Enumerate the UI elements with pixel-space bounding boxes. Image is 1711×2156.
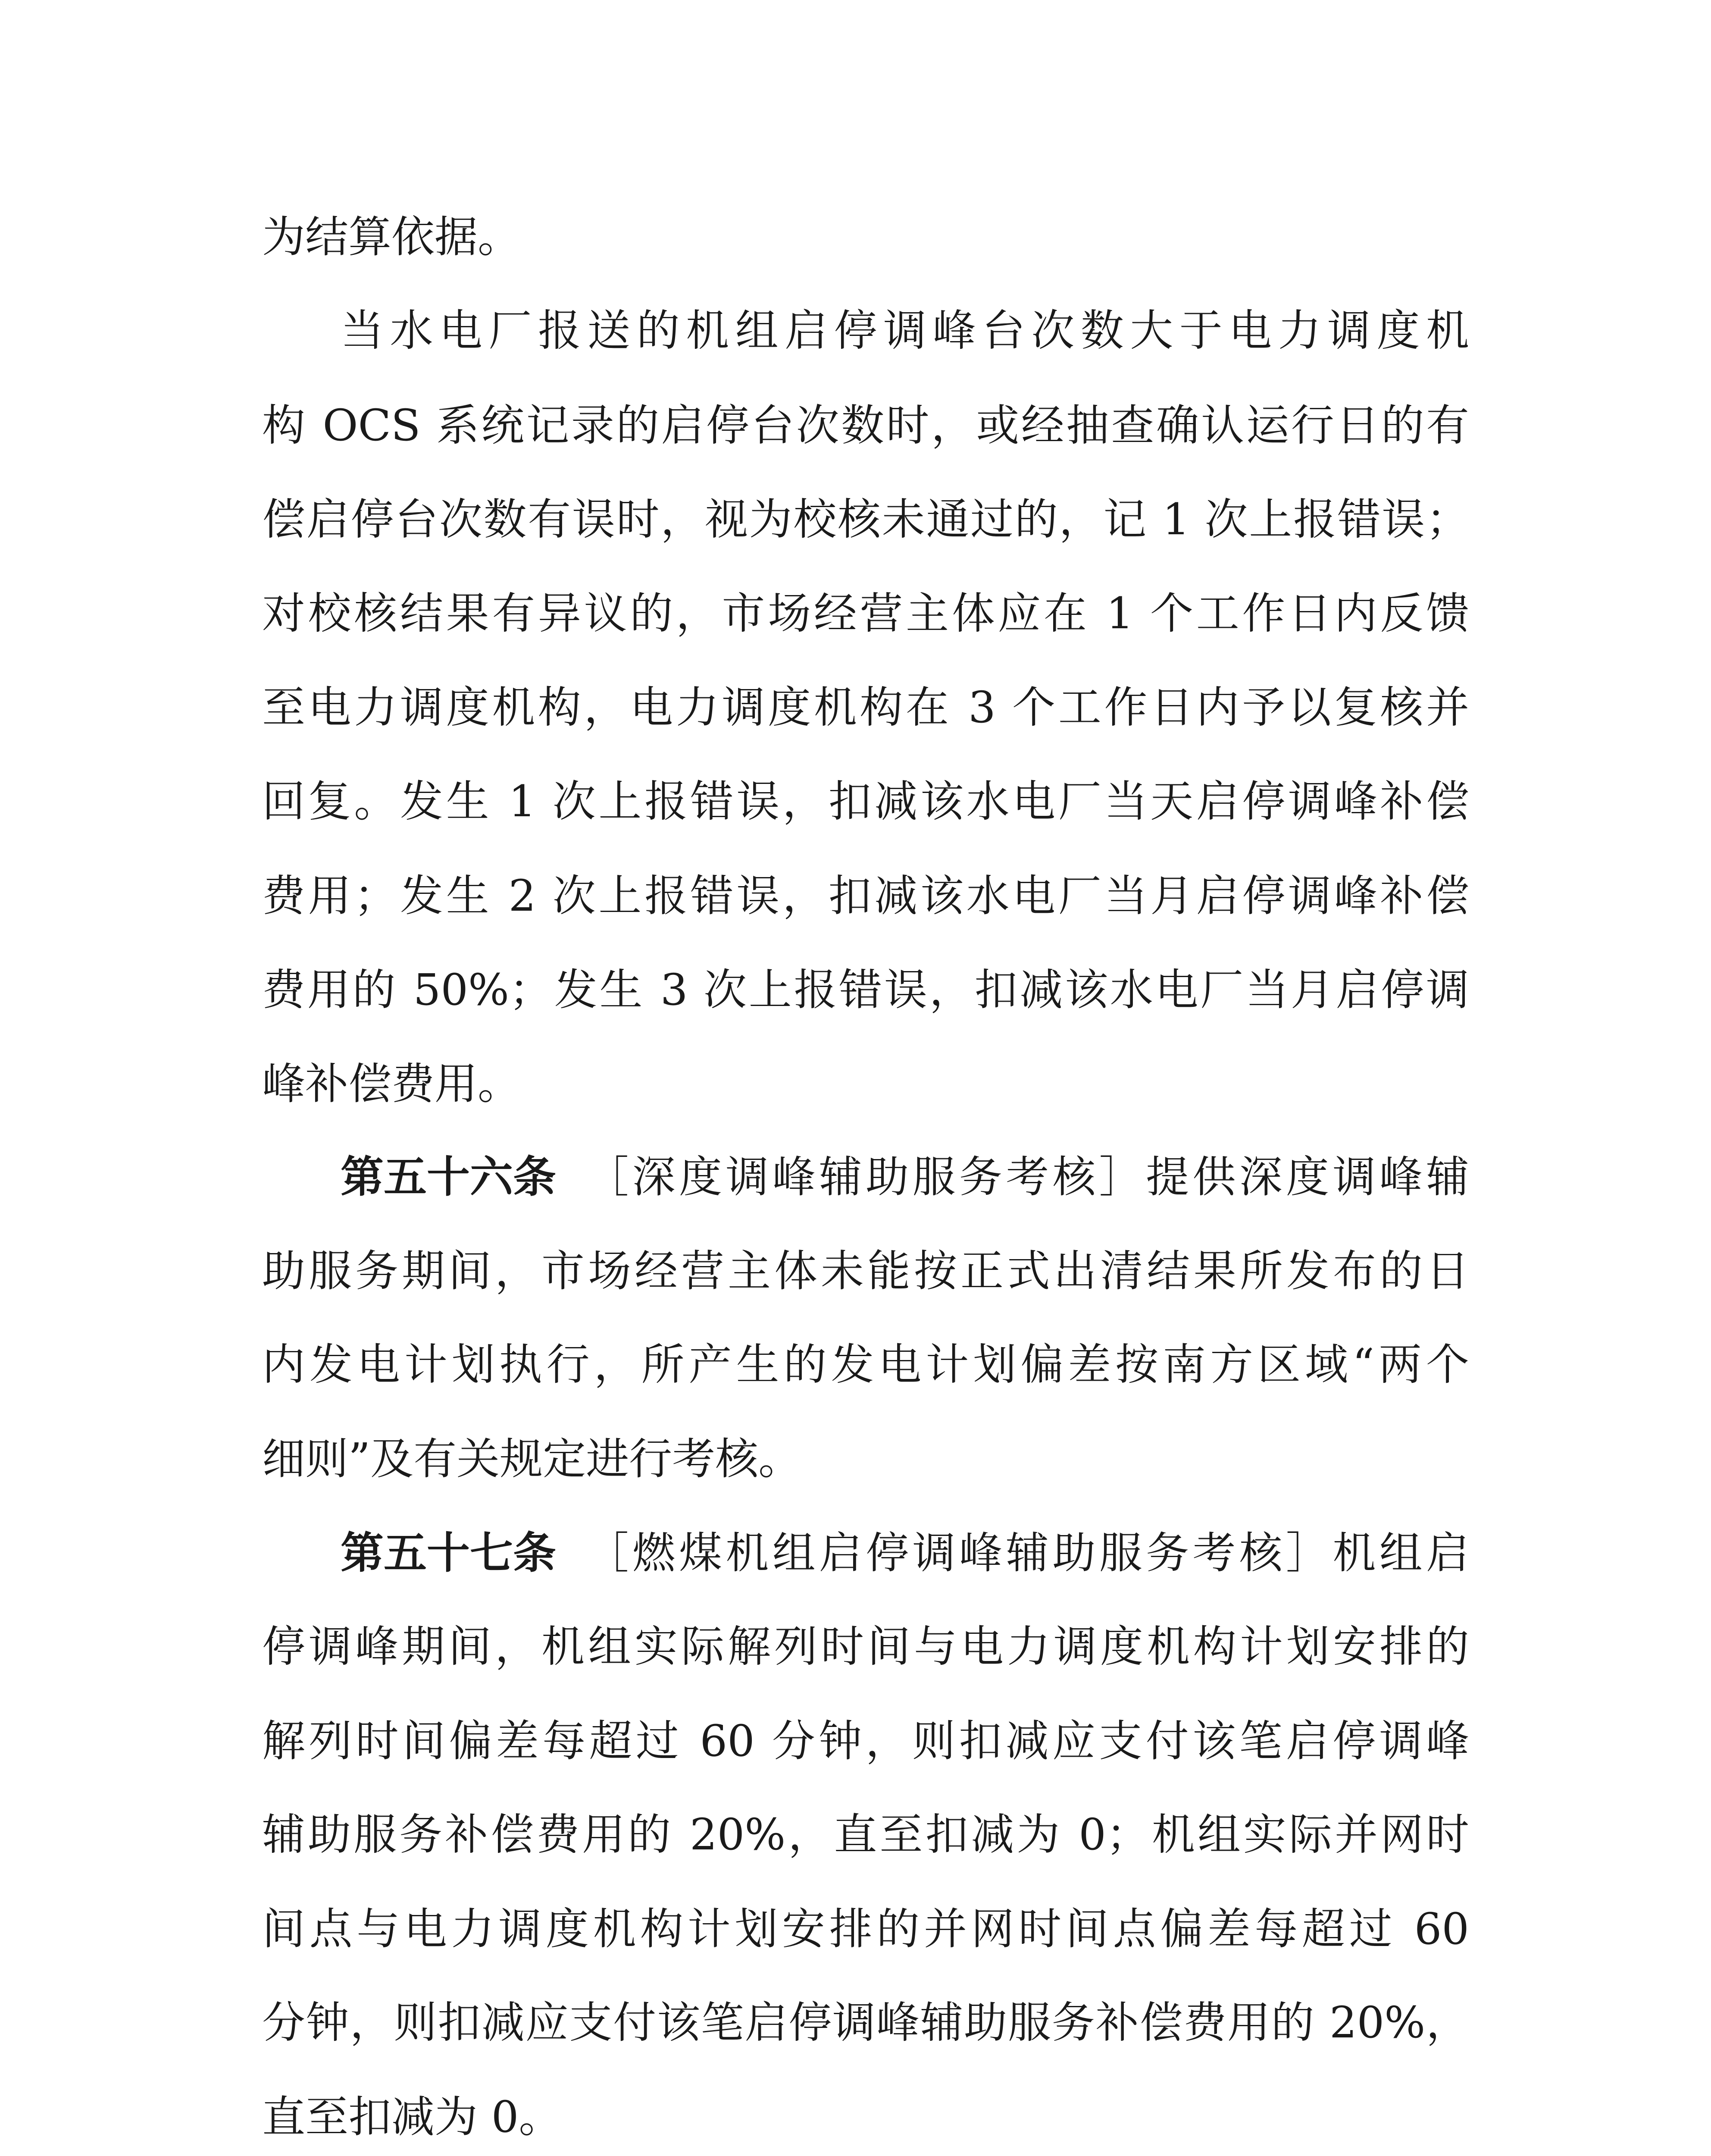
- article-56-text: ［深度调峰辅助服务考核］提供深度调峰辅: [582, 1152, 1469, 1202]
- body-line: 构 OCS 系统记录的启停台次数时，或经抽查确认运行日的有: [262, 400, 1469, 451]
- article-56-heading-line: [341, 1147, 1469, 1207]
- body-line: 助服务期间，市场经营主体未能按正式出清结果所发布的日: [262, 1246, 1469, 1296]
- body-line: 对校核结果有异议的，市场经营主体应在 1 个工作日内反馈: [262, 588, 1469, 639]
- article-57-number: 第五十七条: [341, 1527, 556, 1578]
- body-line: 当水电厂报送的机组启停调峰台次数大于电力调度机: [341, 305, 1469, 356]
- article-57-heading-line: [341, 1523, 1469, 1583]
- body-line: 费用的 50%；发生 3 次上报错误，扣减该水电厂当月启停调: [262, 965, 1469, 1015]
- body-line: 停调峰期间，机组实际解列时间与电力调度机构计划安排的: [262, 1621, 1469, 1672]
- body-line: 辅助服务补偿费用的 20%，直至扣减为 0；机组实际并网时: [262, 1809, 1469, 1860]
- body-line: 间点与电力调度机构计划安排的并网时间点偏差每超过 60: [262, 1904, 1469, 1954]
- body-line: 回复。发生 1 次上报错误，扣减该水电厂当天启停调峰补偿: [262, 776, 1469, 827]
- body-line: 内发电计划执行，所产生的发电计划偏差按南方区域“两个: [262, 1339, 1469, 1390]
- article-56-number: 第五十六条: [341, 1151, 556, 1202]
- body-line: 偿启停台次数有误时，视为校核未通过的，记 1 次上报错误；: [262, 494, 1469, 545]
- body-line: 费用；发生 2 次上报错误，扣减该水电厂当月启停调峰补偿: [262, 871, 1469, 921]
- body-line: 直至扣减为 0。: [262, 2092, 562, 2142]
- body-line: 细则”及有关规定进行考核。: [262, 1434, 802, 1484]
- body-line: 峰补偿费用。: [262, 1059, 521, 1109]
- body-line: 为结算依据。: [262, 212, 521, 262]
- body-line: 至电力调度机构，电力调度机构在 3 个工作日内予以复核并: [262, 682, 1469, 733]
- body-line: 解列时间偏差每超过 60 分钟，则扣减应支付该笔启停调峰: [262, 1716, 1469, 1766]
- body-line: 分钟，则扣减应支付该笔启停调峰辅助服务补偿费用的 20%，: [262, 1997, 1469, 2048]
- article-57-text: ［燃煤机组启停调峰辅助服务考核］机组启: [582, 1528, 1469, 1578]
